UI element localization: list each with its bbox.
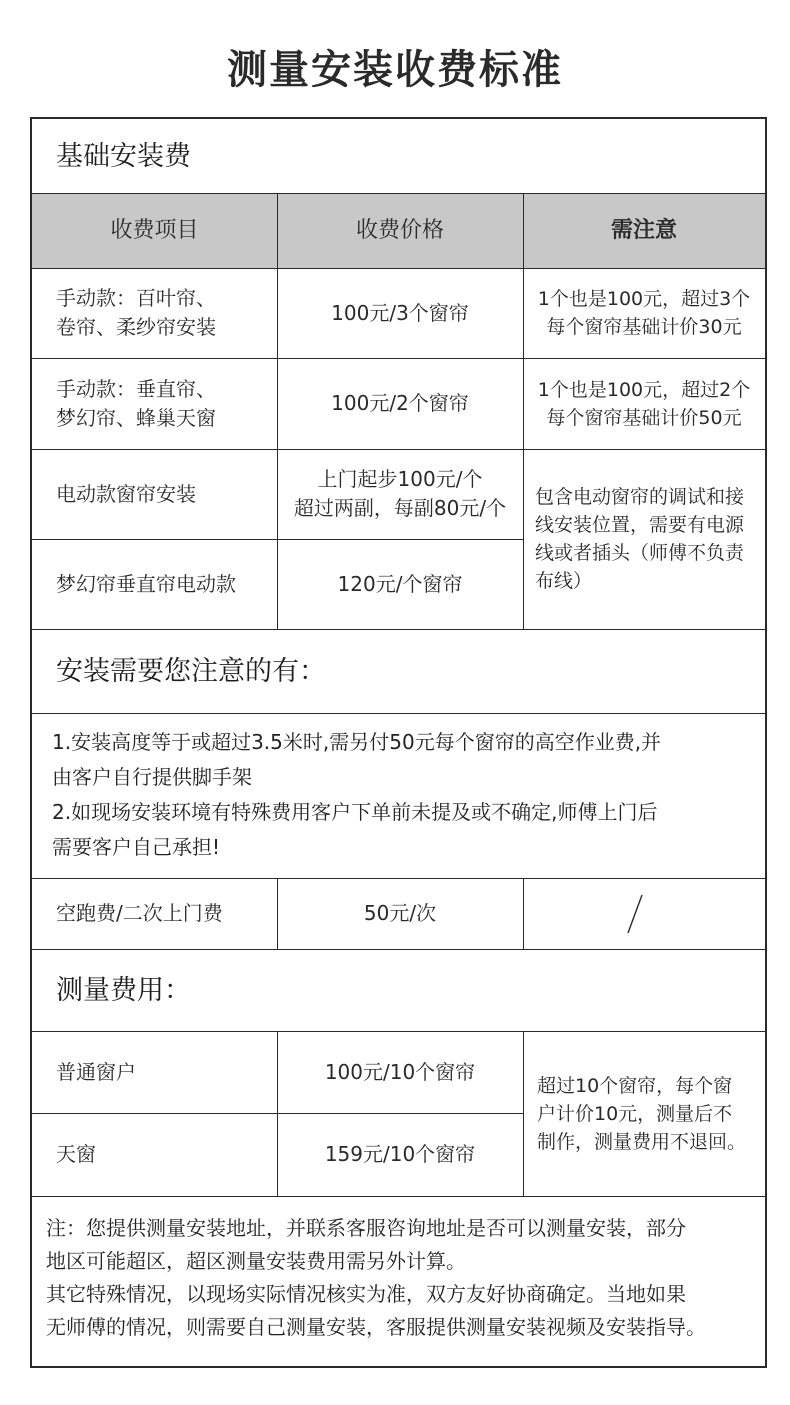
basic-row-4-price: 120元/个窗帘	[337, 571, 463, 596]
measure-row-2-price: 159元/10个窗帘	[324, 1142, 476, 1166]
fee-row-item: 空跑费/二次上门费	[56, 901, 223, 925]
divider	[32, 358, 765, 359]
divider	[523, 193, 524, 629]
divider	[32, 1196, 765, 1197]
basic-section-title: 基础安装费	[56, 140, 191, 172]
measure-row-1-price: 100元/10个窗帘	[324, 1059, 476, 1084]
divider	[32, 878, 765, 879]
measure-row-1-item: 普通窗户	[56, 1059, 136, 1084]
divider	[277, 878, 278, 949]
basic-motor-note: 包含电动窗帘的调试和接 线安装位置，需要有电源 线或者插头（师傅不负责 布线）	[535, 486, 745, 592]
page-title: 测量安装收费标准	[227, 47, 563, 93]
divider	[523, 1031, 524, 1196]
header-item: 收费项目	[110, 218, 199, 243]
divider	[32, 268, 765, 269]
measure-section-title: 测量费用：	[56, 974, 191, 1006]
fee-table-frame	[30, 117, 767, 1368]
basic-row-3-item: 电动款窗帘安装	[56, 481, 196, 506]
measure-note: 超过10个窗帘，每个窗 户计价10元，测量后不 制作，测量费用不退回。	[537, 1074, 747, 1153]
fee-row-price: 50元/次	[363, 901, 437, 925]
divider	[32, 949, 765, 950]
basic-row-2-note: 1个也是100元，超过2个 每个窗帘基础计价50元	[537, 378, 751, 429]
divider	[32, 713, 765, 714]
attention-item-2: 2.如现场安装环境有特殊费用客户下单前未提及或不确定,师傅上门后 需要客户自己承担!	[52, 800, 658, 859]
divider	[277, 1031, 278, 1196]
divider	[32, 1031, 765, 1032]
divider	[32, 193, 765, 194]
basic-row-4-item: 梦幻帘垂直帘电动款	[56, 571, 236, 596]
basic-row-2-price: 100元/2个窗帘	[331, 391, 469, 415]
basic-row-3-price: 上门起步100元/个 超过两副，每副80元/个	[293, 467, 507, 520]
footer-note: 注：您提供测量安装地址，并联系客服咨询地址是否可以测量安装，部分 地区可能超区，超区测量安装费用需另外计算。 其它特殊情况，以现场实际情况核实为准，双方友好协商确定。当地如果 无师傅的情况，则需要自己测量安装，客服提供测量安装视频及安装指导。	[46, 1216, 706, 1339]
attention-list	[32, 713, 765, 878]
header-note: 需注意	[610, 218, 677, 243]
divider	[277, 193, 278, 629]
fee-row-note-slash	[623, 892, 647, 936]
divider	[32, 449, 765, 450]
attention-item-1: 1.安装高度等于或超过3.5米时,需另付50元每个窗帘的高空作业费,并 由客户自行提供脚手架	[52, 730, 662, 789]
basic-row-1-note: 1个也是100元，超过3个 每个窗帘基础计价30元	[537, 288, 751, 338]
measure-row-2-item: 天窗	[56, 1142, 96, 1166]
divider	[32, 629, 765, 630]
basic-row-1-price: 100元/3个窗帘	[331, 300, 469, 325]
header-price: 收费价格	[355, 218, 444, 243]
attention-section-title: 安装需要您注意的有：	[56, 655, 326, 687]
basic-row-2-item: 手动款：垂直帘、 梦幻帘、蜂巢天窗	[56, 376, 216, 430]
divider	[523, 878, 524, 949]
basic-row-1-item: 手动款：百叶帘、 卷帘、柔纱帘安装	[56, 286, 216, 339]
footer-note-box	[32, 1196, 765, 1366]
